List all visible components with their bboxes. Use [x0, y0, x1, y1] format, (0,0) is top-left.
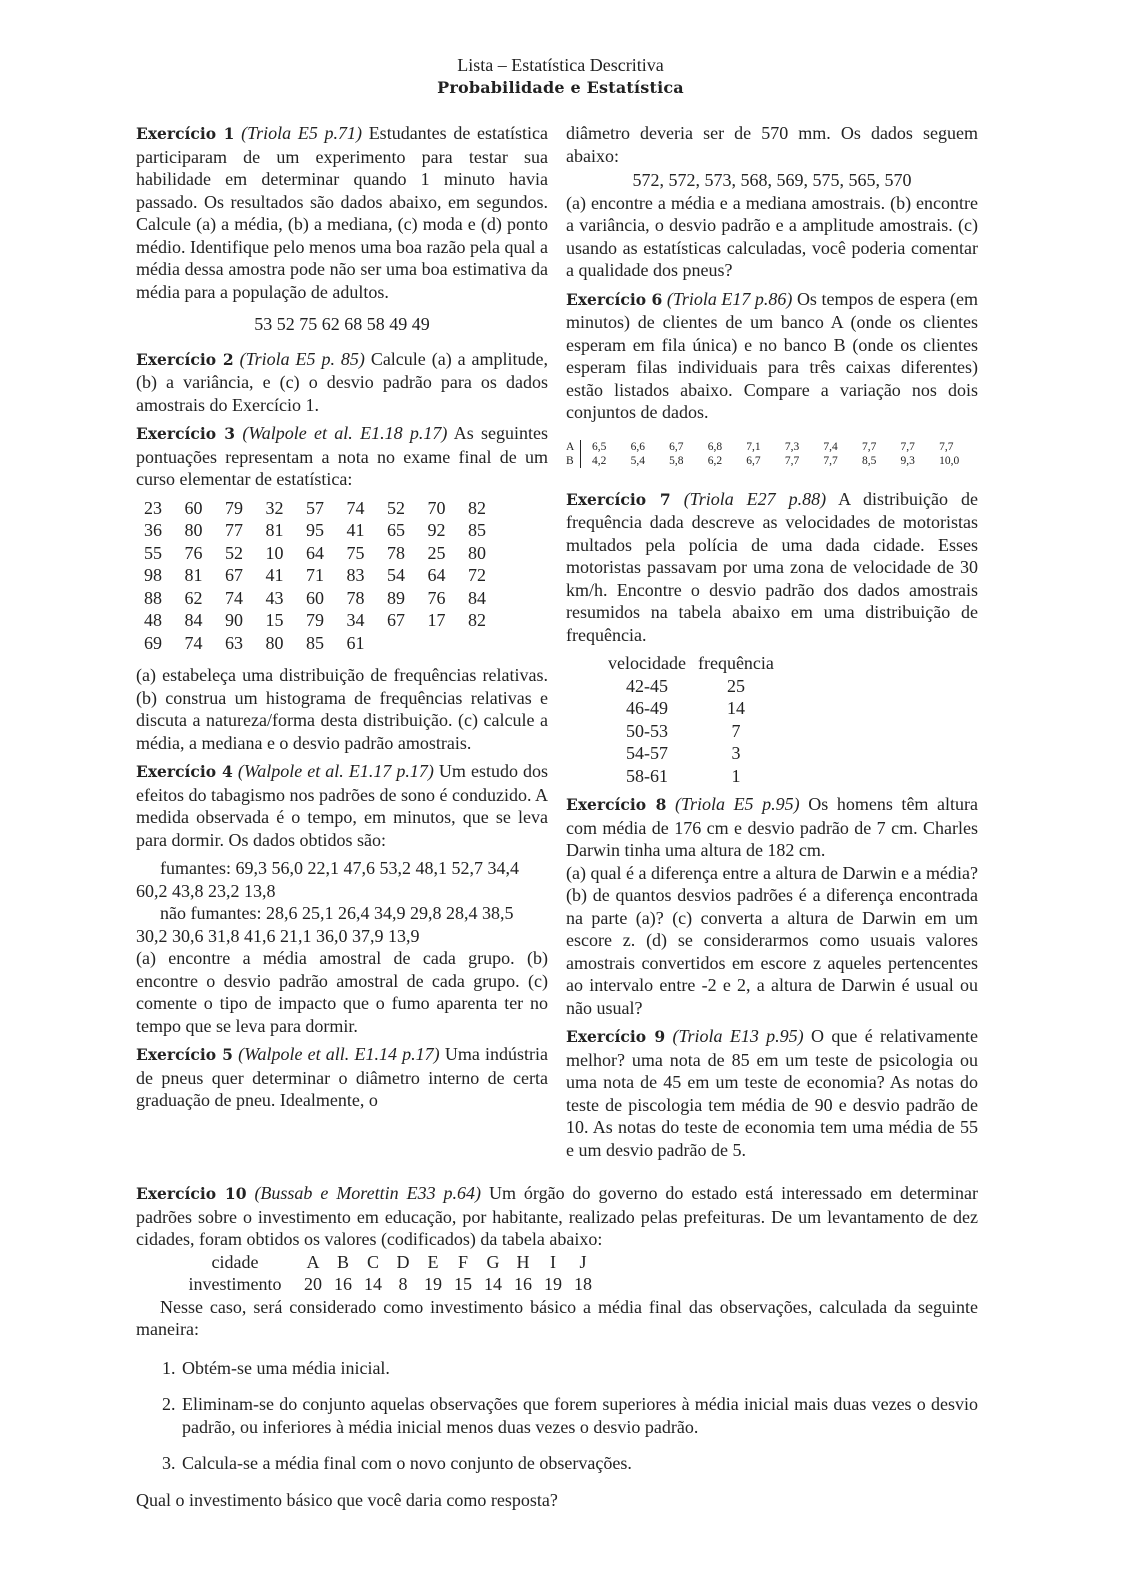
exercise-6-wait-times-table: [566, 440, 978, 468]
score-cell: 85: [306, 632, 324, 653]
city-cell: H: [516, 1251, 530, 1272]
score-cell: 36: [144, 520, 162, 540]
wait-time-cell: 7,7: [784, 454, 800, 467]
list-item: 1. Obtém-se uma média inicial.: [180, 1357, 978, 1380]
score-cell: 84: [468, 587, 486, 608]
wait-time-cell: 6,8: [707, 440, 723, 453]
exercise-8-source: (Triola E5 p.95): [674, 794, 800, 814]
exercise-3: [136, 422, 548, 491]
score-cell: 54: [387, 565, 405, 585]
score-cell: 80: [468, 542, 486, 563]
exercise-10: [136, 1182, 978, 1251]
score-cell: 41: [346, 520, 365, 540]
exercise-7-source: (Triola E27 p.88): [683, 488, 827, 509]
exercise-6-title: Exercício 6: [566, 289, 663, 309]
score-cell: 78: [346, 587, 365, 608]
exercise-6: [566, 288, 978, 424]
wait-time-cell: 6,5: [592, 440, 607, 453]
course-title: Probabilidade e Estatística: [437, 78, 684, 97]
investment-cell: 14: [484, 1274, 502, 1294]
exercise-4-smokers: fumantes: 69,3 56,0 22,1 47,6 53,2 48,1 52,7 34,4 60,2 43,8 23,2 13,8: [136, 858, 519, 901]
score-cell: 57: [306, 497, 324, 518]
score-cell: 76: [184, 542, 203, 563]
exercise-1: [136, 122, 548, 303]
speed-cell: 54-57: [625, 743, 668, 763]
wait-time-cell: 5,8: [669, 454, 684, 467]
wait-time-cell: 6,7: [669, 440, 684, 453]
exercise-10-method: Nesse caso, será considerado como investimento básico a média final das observações, calculada da seguinte maneira:: [136, 1296, 978, 1339]
exercise-3-source: (Walpole et al. E1.18 p.17): [242, 423, 448, 443]
exercise-10-title: Exercício 10: [136, 1184, 247, 1203]
exercise-4: [136, 760, 548, 851]
score-cell: 74: [225, 587, 243, 608]
score-cell: 55: [144, 542, 162, 563]
frequency-cell: 14: [726, 698, 745, 718]
score-cell: 32: [265, 497, 284, 518]
table-row: [144, 497, 509, 520]
score-cell: 63: [225, 632, 243, 653]
frequency-cell: 25: [726, 675, 745, 696]
investment-cell: 19: [424, 1274, 442, 1294]
score-cell: 78: [387, 542, 405, 563]
score-cell: 98: [144, 565, 162, 585]
score-cell: 64: [306, 542, 324, 563]
exercise-10-section: [136, 1182, 978, 1529]
score-cell: 69: [144, 632, 162, 653]
investment-cell: 19: [544, 1274, 562, 1294]
left-column: [136, 122, 548, 1118]
wait-time-cell: 7,3: [784, 440, 800, 453]
exercise-2-text: Calcule (a) a amplitude, (b) a variância, e (c) o desvio padrão para os dados amostrais do Exercício 1.: [136, 348, 548, 415]
exercise-10-investment-table: [172, 1251, 598, 1296]
exercise-1-data: 53 52 75 62 68 58 49 49: [254, 314, 430, 334]
table-row: [144, 609, 509, 632]
score-cell: 62: [184, 587, 203, 608]
score-cell: 17: [427, 610, 446, 630]
table-row: [144, 519, 509, 542]
score-cell: 52: [225, 542, 243, 563]
score-cell: 60: [306, 587, 324, 608]
exercise-8-text: Os homens têm altura com média de 176 cm e desvio padrão de 7 cm. Charles Darwin tinha uma altura de 182 cm.: [566, 794, 978, 860]
score-cell: [468, 632, 509, 655]
table-divider: [580, 440, 592, 454]
city-cell: J: [579, 1251, 587, 1272]
score-cell: 43: [265, 587, 284, 608]
score-cell: 82: [468, 610, 486, 630]
score-cell: 82: [468, 497, 486, 518]
table-divider: [580, 454, 592, 468]
table-row: [566, 440, 978, 454]
exercise-4-nonsmokers: não fumantes: 28,6 25,1 26,4 34,9 29,8 28,4 38,5 30,2 30,6 31,8 41,6 21,1 36,0 37,9 13,9: [136, 903, 514, 946]
score-cell: 75: [346, 542, 365, 563]
exercise-5-text-start: Uma indústria de pneus quer determinar o diâmetro interno de certa graduação de pneu. Idealmente, o: [136, 1044, 549, 1110]
score-cell: 41: [265, 565, 284, 585]
exercise-1-title: Exercício 1: [136, 124, 235, 143]
exercise-9-text: O que é relativamente melhor? uma nota de 85 em um teste de psicologia ou uma nota de 45 em um teste de economia? As notas do teste de piscologia tem média de 90 e desvio padrão de 10. As notas do teste de economia tem uma média de 55 e um desvio padrão de 5.: [566, 1026, 978, 1160]
score-cell: 70: [427, 497, 446, 518]
score-cell: 92: [427, 520, 446, 540]
wait-time-cell: 7,1: [746, 440, 761, 453]
wait-time-cell: 6,2: [707, 454, 723, 467]
table-row: [602, 697, 780, 720]
exercise-10-steps: [136, 1357, 978, 1475]
exercise-8: [566, 793, 978, 862]
investment-cell: 14: [364, 1274, 382, 1294]
score-cell: 15: [265, 610, 284, 630]
score-cell: 74: [346, 497, 365, 518]
exercise-10-source: (Bussab e Morettin E33 p.64): [254, 1183, 482, 1203]
wait-time-cell: 9,3: [900, 454, 915, 467]
exercise-3-text: As seguintes pontuações representam a nota no exame final de um curso elementar de estatística:: [136, 423, 548, 489]
table-row: [144, 564, 509, 587]
table-row: [566, 454, 978, 468]
city-cell: D: [396, 1251, 410, 1272]
exercise-3-scores-table: [144, 497, 509, 655]
exercise-9: [566, 1025, 978, 1161]
exercise-5-title: Exercício 5: [136, 1045, 233, 1064]
table-row: [144, 542, 509, 565]
exercise-1-source: (Triola E5 p.71): [241, 123, 362, 143]
exercise-8-title: Exercício 8: [566, 795, 667, 814]
score-cell: 79: [225, 497, 243, 518]
wait-time-cell: 7,7: [823, 454, 838, 467]
wait-time-cell: 4,2: [592, 454, 607, 467]
table-row: [602, 742, 780, 765]
exercise-7-title: Exercício 7: [566, 489, 671, 509]
wait-time-cell: 10,0: [939, 454, 960, 467]
exercise-5-source: (Walpole et all. E1.14 p.17): [238, 1044, 440, 1064]
exercise-4-questions: (a) encontre a média amostral de cada grupo. (b) encontre o desvio padrão amostral de cada grupo. (c) comente o tipo de impacto que o fumo aparenta ter no tempo que se leva para dormir.: [136, 948, 548, 1036]
wait-time-cell: 7,7: [861, 440, 877, 453]
frequency-table-header-frequency: frequência: [697, 653, 774, 673]
score-cell: 95: [306, 520, 324, 540]
investment-cell: 20: [304, 1274, 322, 1294]
table-row: [144, 587, 509, 610]
score-cell: 60: [184, 497, 203, 518]
exercise-7-frequency-table: [602, 652, 780, 787]
city-cell: E: [427, 1251, 439, 1272]
exercise-3-title: Exercício 3: [136, 424, 236, 443]
score-cell: 77: [225, 520, 243, 540]
list-subtitle: Lista – Estatística Descritiva: [457, 55, 664, 75]
score-cell: 67: [225, 565, 243, 585]
city-cell: F: [457, 1251, 468, 1272]
score-cell: 23: [144, 497, 162, 518]
frequency-table-header-speed: velocidade: [608, 653, 686, 673]
score-cell: 71: [306, 565, 324, 585]
wait-time-cell: 7,7: [939, 440, 954, 453]
speed-cell: 46-49: [625, 698, 668, 718]
exercise-7: [566, 488, 978, 647]
city-cell: I: [550, 1251, 556, 1272]
bank-label: A: [566, 440, 575, 453]
table-row: [144, 632, 509, 655]
exercise-4-title: Exercício 4: [136, 762, 233, 781]
document-header: [0, 54, 1121, 100]
exercise-6-text: Os tempos de espera (em minutos) de clientes de um banco A (onde os clientes esperam em fila única) e no banco B (onde os clientes esperam filas individuais para três caixas diferentes) estão listados abaixo. Compare a variação nos dois conjuntos de dados.: [566, 288, 978, 422]
score-cell: 81: [184, 565, 203, 585]
exercise-5: [136, 1043, 548, 1112]
score-cell: 10: [265, 542, 284, 563]
list-item: 2. Eliminam-se do conjunto aquelas observações que forem superiores à média inicial mais duas vezes o desvio padrão, ou inferiores à média inicial menos duas vezes o desvio padrão.: [180, 1393, 978, 1438]
score-cell: 84: [184, 610, 203, 630]
score-cell: 80: [184, 520, 203, 540]
frequency-cell: 7: [731, 720, 741, 741]
wait-time-cell: 5,4: [630, 454, 645, 467]
exercise-2-source: (Triola E5 p. 85): [239, 348, 365, 369]
exercise-5-questions: (a) encontre a média e a mediana amostrais. (b) encontre a variância, o desvio padrão e a amplitude amostrais. (c) usando as estatísticas calculadas, você poderia comentar a qualidade dos pneus?: [566, 192, 978, 280]
exercise-6-source: (Triola E17 p.86): [666, 288, 793, 309]
score-cell: 25: [427, 542, 446, 563]
wait-time-cell: 6,7: [746, 454, 761, 467]
exercise-1-text: Estudantes de estatística participaram de um experimento para testar sua habilidade em determinar quando 1 minuto havia passado. Os resultados são dados abaixo, em segundos. Calcule (a) a média, (b) a mediana, (c) moda e (d) ponto médio. Identifique pelo menos uma boa razão pela qual a média dessa amostra pode não ser uma boa estimativa da média para a população de adultos.: [136, 123, 548, 302]
score-cell: 64: [427, 565, 446, 585]
exercise-5-continued: diâmetro deveria ser de 570 mm. Os dados seguem abaixo:: [566, 123, 978, 166]
score-cell: 74: [184, 632, 203, 653]
score-cell: [387, 632, 428, 655]
exercise-2: [136, 348, 548, 417]
wait-time-cell: 7,7: [900, 440, 915, 453]
exercise-8-questions: (a) qual é a diferença entre a altura de Darwin e a média? (b) de quantos desvios padrões é a diferença encontrada na parte (a)? (c) converta a altura de Darwin em um escore z. (d) se considerarmos como usuais valores amostrais convertidos em escore z aqueles pertencentes ao intervalo entre -2 e 2, a altura de Darwin é usual ou não usual?: [566, 862, 978, 1018]
city-row-label: cidade: [211, 1251, 259, 1272]
wait-time-cell: 6,6: [630, 440, 645, 453]
exercise-9-source: (Triola E13 p.95): [672, 1026, 804, 1046]
frequency-cell: 1: [731, 765, 741, 786]
bank-label: B: [566, 454, 574, 467]
score-cell: 52: [387, 497, 405, 518]
table-row: [602, 765, 780, 788]
city-cell: A: [306, 1251, 320, 1272]
speed-cell: 50-53: [625, 720, 668, 741]
score-cell: 83: [346, 565, 365, 585]
score-cell: 34: [346, 610, 365, 630]
score-cell: 80: [265, 632, 284, 653]
score-cell: 48: [144, 610, 162, 630]
speed-cell: 58-61: [625, 765, 668, 786]
speed-cell: 42-45: [625, 675, 668, 696]
score-cell: 65: [387, 520, 405, 540]
score-cell: 85: [468, 520, 486, 540]
list-item: 3. Calcula-se a média final com o novo conjunto de observações.: [180, 1452, 978, 1475]
investment-cell: 8: [398, 1274, 408, 1294]
score-cell: 79: [306, 610, 324, 630]
exercise-10-question: Qual o investimento básico que você daria como resposta?: [136, 1489, 558, 1510]
score-cell: 76: [427, 587, 446, 608]
score-cell: [428, 632, 469, 655]
investment-cell: 18: [574, 1274, 592, 1294]
score-cell: 67: [387, 610, 405, 630]
frequency-cell: 3: [731, 743, 741, 763]
exercise-2-title: Exercício 2: [136, 349, 234, 369]
exercise-9-title: Exercício 9: [566, 1027, 666, 1046]
exercise-7-text: A distribuição de frequência dada descreve as velocidades de motoristas multados pela polícia de uma dada cidade. Esses motoristas passavam por uma zona de velocidade de 30 km/h. Encontre o desvio padrão dos dados amostrais resumidos na tabela abaixo em uma distribuição de frequência.: [566, 488, 978, 645]
exercise-4-source: (Walpole et al. E1.17 p.17): [237, 761, 434, 781]
score-cell: 61: [346, 632, 365, 653]
score-cell: 90: [225, 610, 243, 630]
right-column: [566, 122, 978, 1167]
investment-row-label: investimento: [188, 1274, 282, 1294]
table-row: [602, 720, 780, 743]
exercise-4-text: Um estudo dos efeitos do tabagismo nos padrões de sono é conduzido. A medida observada é o tempo, em minutos, que se leva para dormir. Os dados obtidos são:: [136, 761, 548, 850]
score-cell: 88: [144, 587, 162, 608]
investment-cell: 16: [334, 1274, 352, 1294]
city-cell: C: [366, 1251, 379, 1272]
score-cell: 81: [265, 520, 284, 540]
score-cell: 89: [387, 587, 405, 608]
exercise-10-text: Um órgão do governo do estado está interessado em determinar padrões sobre o investimento em educação, por habitante, realizado pelas prefeituras. De um levantamento de dez cidades, foram obtidos os valores (codificados) da tabela abaixo:: [136, 1183, 978, 1249]
investment-cell: 16: [514, 1274, 532, 1294]
wait-time-cell: 8,5: [861, 454, 877, 467]
city-cell: G: [486, 1251, 500, 1272]
investment-cell: 15: [454, 1274, 472, 1294]
city-cell: B: [336, 1251, 349, 1272]
wait-time-cell: 7,4: [823, 440, 838, 453]
exercise-5-data: 572, 572, 573, 568, 569, 575, 565, 570: [632, 170, 912, 190]
score-cell: 72: [468, 565, 486, 585]
table-row: [602, 675, 780, 698]
exercise-3-questions: (a) estabeleça uma distribuição de frequências relativas. (b) construa um histograma de frequências relativas e discuta a natureza/forma desta distribuição. (c) calcule a média, a mediana e o desvio padrão amostrais.: [136, 665, 548, 753]
